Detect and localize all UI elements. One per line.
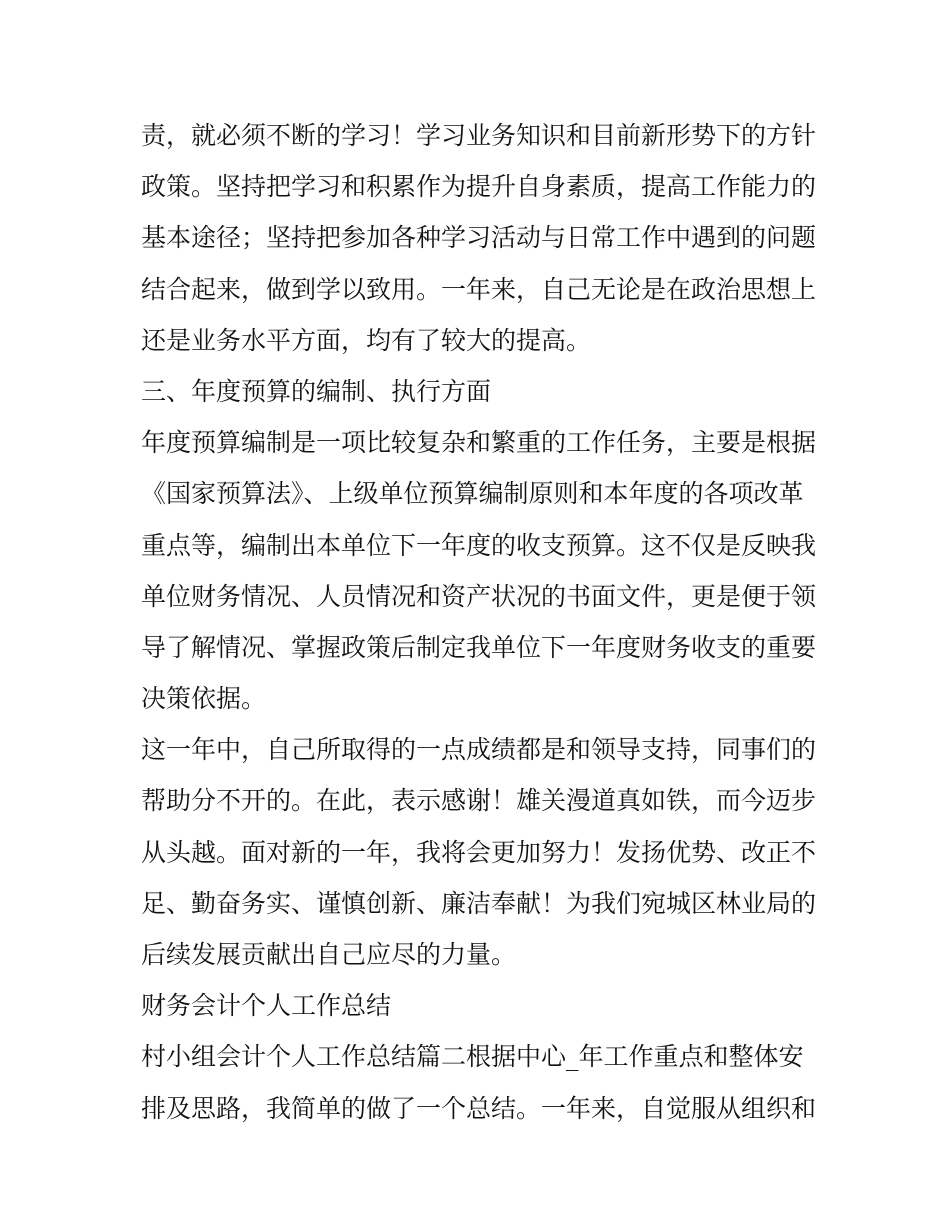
- text-line: 排及思路，我简单的做了一个总结。一年来，自觉服从组织和: [141, 1093, 817, 1123]
- text-line: 《国家预算法》、上级单位预算编制原则和本年度的各项改革: [141, 479, 804, 509]
- text-line: 单位财务情况、人员情况和资产状况的书面文件，更是便于领: [141, 581, 817, 611]
- text-line: 年度预算编制是一项比较复杂和繁重的工作任务，主要是根据: [141, 428, 817, 458]
- text-line: 足、勤奋务实、谨慎创新、廉洁奉献！为我们宛城区林业局的: [141, 888, 817, 918]
- text-line: 重点等，编制出本单位下一年度的收支预算。这不仅是反映我: [141, 530, 817, 560]
- document-body: [141, 110, 831, 1134]
- section-heading: 三、年度预算的编制、执行方面: [141, 376, 492, 406]
- document-title: 财务会计个人工作总结: [141, 991, 392, 1021]
- text-line: 政策。坚持把学习和积累作为提升自身素质，提高工作能力的: [141, 172, 817, 202]
- text-line: 导了解情况、掌握政策后制定我单位下一年度财务收支的重要: [141, 632, 817, 662]
- text-line: 这一年中，自己所取得的一点成绩都是和领导支持，同事们的: [141, 735, 817, 765]
- text-line: 从头越。面对新的一年，我将会更加努力！发扬优势、改正不: [141, 837, 817, 867]
- text-line: 决策依据。: [141, 684, 267, 714]
- text-line: 还是业务水平方面，均有了较大的提高。: [141, 325, 592, 355]
- text-line: 责，就必须不断的学习！学习业务知识和目前新形势下的方针: [141, 121, 817, 150]
- text-line: 帮助分不开的。在此，表示感谢！雄关漫道真如铁，而今迈步: [141, 786, 817, 816]
- text-line: 基本途径；坚持把参加各种学习活动与日常工作中遇到的问题: [141, 223, 817, 253]
- text-line: 后续发展贡献出自己应尽的力量。: [141, 940, 517, 969]
- text-line: 结合起来，做到学以致用。一年来，自己无论是在政治思想上: [141, 274, 817, 304]
- text-line: 村小组会计个人工作总结篇二根据中心_年工作重点和整体安: [141, 1042, 804, 1072]
